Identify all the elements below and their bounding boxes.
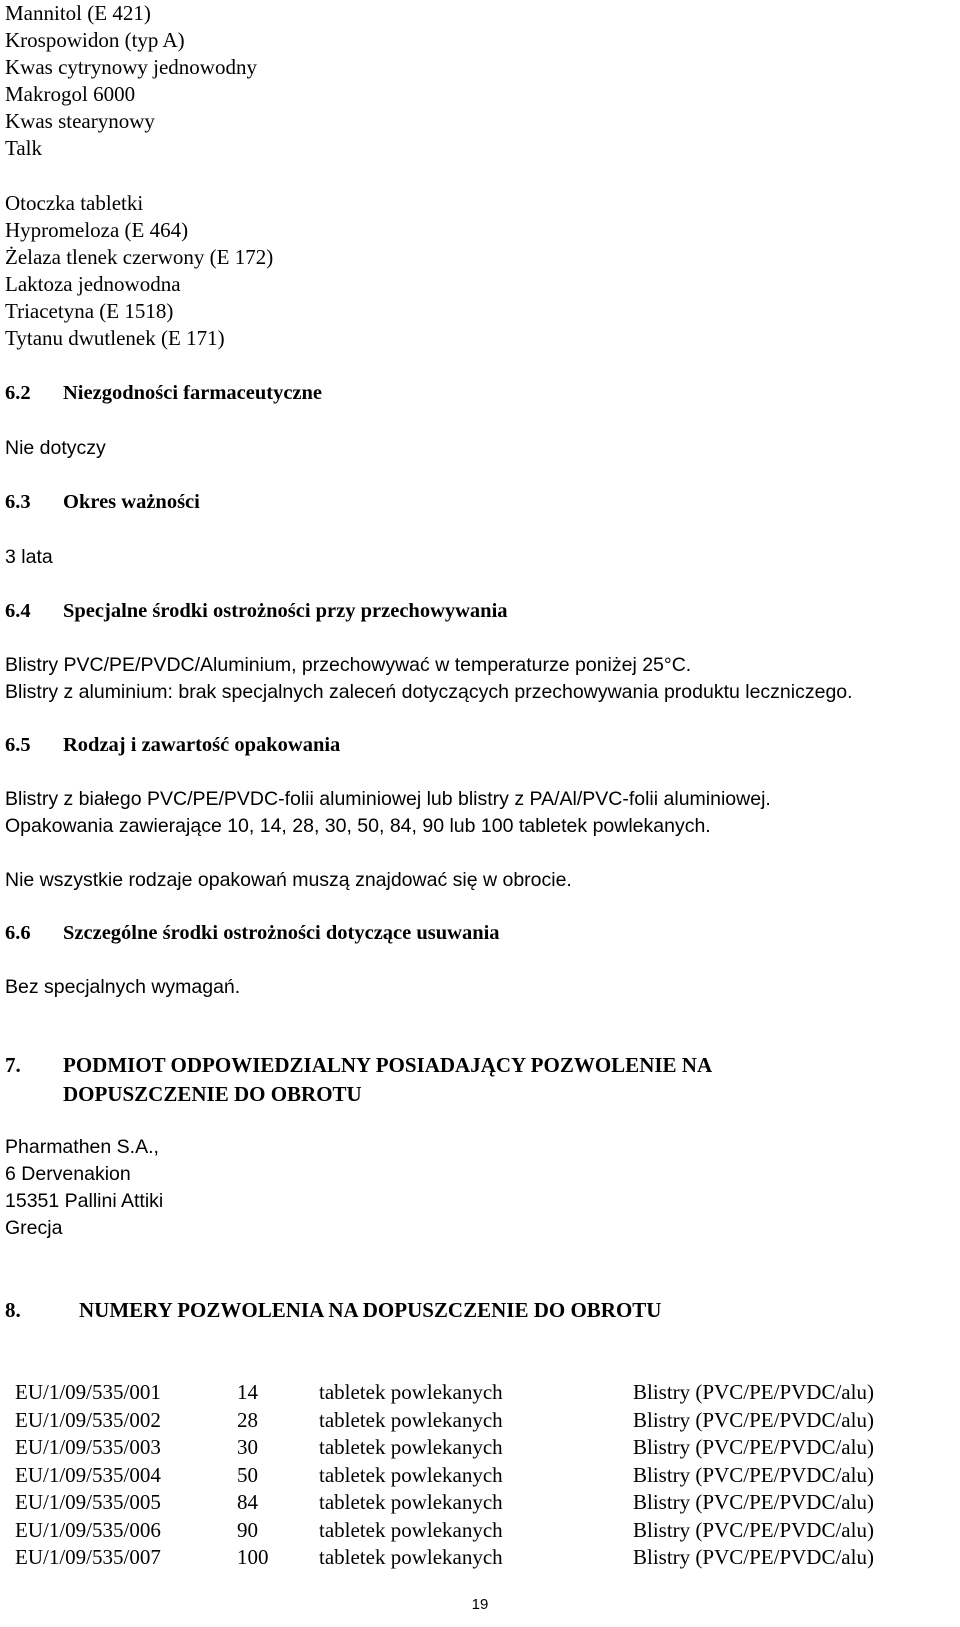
- section-title: NUMERY POZWOLENIA NA DOPUSZCZENIE DO OBROTU: [79, 1298, 662, 1322]
- section-text: 3 lata: [5, 546, 53, 568]
- pack-count: 50: [237, 1462, 258, 1487]
- coating-line: Tytanu dwutlenek (E 171): [5, 326, 225, 350]
- section-number: 6.2: [5, 382, 31, 404]
- coating-line: Żelaza tlenek czerwony (E 172): [5, 245, 274, 269]
- section-text: Blistry z białego PVC/PE/PVDC-folii aluminiowej lub blistry z PA/Al/PVC-folii aluminiowej.: [5, 788, 771, 810]
- section-heading-6-2: [5, 380, 322, 407]
- auth-number: EU/1/09/535/006: [15, 1517, 161, 1542]
- auth-number: EU/1/09/535/003: [15, 1435, 161, 1459]
- section-number: 8.: [5, 1298, 21, 1322]
- table-row: [15, 1517, 874, 1545]
- pack-form: tabletek powlekanych: [319, 1462, 503, 1487]
- section-text: Opakowania zawierające 10, 14, 28, 30, 50, 84, 90 lub 100 tabletek powlekanych.: [5, 815, 711, 837]
- section-heading-7: [5, 1051, 865, 1111]
- section-number: 6.6: [5, 922, 31, 944]
- excipient-line: Kwas stearynowy: [5, 109, 155, 133]
- section-title: Niezgodności farmaceutyczne: [63, 382, 323, 404]
- auth-number: EU/1/09/535/007: [15, 1545, 161, 1569]
- section-number: 7.: [5, 1053, 21, 1077]
- pack-form: tabletek powlekanych: [319, 1517, 503, 1542]
- table-row: [15, 1379, 874, 1407]
- pack-type: Blistry (PVC/PE/PVDC/alu): [633, 1380, 874, 1404]
- address-line: 15351 Pallini Attiki: [5, 1190, 164, 1212]
- pack-count: 30: [237, 1435, 258, 1459]
- table-row: [15, 1544, 874, 1572]
- pack-count: 28: [237, 1407, 258, 1432]
- section-number: 6.4: [5, 600, 31, 622]
- section-heading-6-6: [5, 920, 500, 947]
- pack-count: 90: [237, 1517, 258, 1542]
- pack-form: tabletek powlekanych: [319, 1435, 503, 1459]
- section-title: Specjalne środki ostrożności przy przechowywania: [63, 600, 508, 622]
- section-heading-8: [5, 1296, 661, 1325]
- section-text: Bez specjalnych wymagań.: [5, 976, 241, 998]
- table-row: [15, 1434, 874, 1462]
- excipient-line: Kwas cytrynowy jednowodny: [5, 55, 257, 79]
- auth-number: EU/1/09/535/002: [15, 1407, 161, 1432]
- address-line: Grecja: [5, 1217, 63, 1239]
- section-heading-6-5: [5, 732, 340, 759]
- coating-line: Laktoza jednowodna: [5, 272, 181, 296]
- section-title: Szczególne środki ostrożności dotyczące usuwania: [63, 922, 500, 944]
- excipient-line: Talk: [5, 136, 43, 160]
- pack-count: 84: [237, 1490, 258, 1514]
- pack-type: Blistry (PVC/PE/PVDC/alu): [633, 1407, 874, 1432]
- auth-number: EU/1/09/535/004: [15, 1462, 161, 1487]
- excipient-line: Krospowidon (typ A): [5, 28, 185, 52]
- excipient-line: Makrogol 6000: [5, 82, 136, 106]
- pack-type: Blistry (PVC/PE/PVDC/alu): [633, 1462, 874, 1487]
- page-number: 19: [471, 1596, 489, 1613]
- pack-form: tabletek powlekanych: [319, 1545, 503, 1569]
- authorisation-table: [15, 1379, 874, 1572]
- pack-form: tabletek powlekanych: [319, 1380, 503, 1404]
- pack-type: Blistry (PVC/PE/PVDC/alu): [633, 1545, 874, 1569]
- pack-count: 14: [237, 1380, 258, 1404]
- coating-line: Triacetyna (E 1518): [5, 299, 174, 323]
- pack-type: Blistry (PVC/PE/PVDC/alu): [633, 1490, 874, 1514]
- section-text: Nie wszystkie rodzaje opakowań muszą znajdować się w obrocie.: [5, 869, 572, 891]
- section-number: 6.5: [5, 734, 31, 756]
- pack-count: 100: [237, 1545, 269, 1569]
- address-line: 6 Dervenakion: [5, 1163, 131, 1185]
- section-title: Rodzaj i zawartość opakowania: [63, 734, 341, 756]
- auth-number: EU/1/09/535/001: [15, 1380, 161, 1404]
- section-text: Blistry PVC/PE/PVDC/Aluminium, przechowywać w temperaturze poniżej 25°C.: [5, 654, 692, 676]
- pack-type: Blistry (PVC/PE/PVDC/alu): [633, 1517, 874, 1542]
- table-row: [15, 1462, 874, 1490]
- section-heading-6-4: [5, 598, 508, 625]
- table-row: [15, 1489, 874, 1517]
- coating-title: Otoczka tabletki: [5, 191, 144, 215]
- address-line: Pharmathen S.A.,: [5, 1136, 159, 1158]
- section-title: Okres ważności: [63, 491, 200, 513]
- section-number: 6.3: [5, 491, 31, 513]
- section-text: Blistry z aluminium: brak specjalnych zaleceń dotyczących przechowywania produktu leczniczego.: [5, 681, 853, 703]
- pack-form: tabletek powlekanych: [319, 1407, 503, 1432]
- section-title: PODMIOT ODPOWIEDZIALNY POSIADAJĄCY POZWOLENIE NA DOPUSZCZENIE DO OBROTU: [63, 1053, 711, 1106]
- excipient-line: Mannitol (E 421): [5, 1, 151, 25]
- pack-type: Blistry (PVC/PE/PVDC/alu): [633, 1435, 874, 1459]
- section-text: Nie dotyczy: [5, 437, 106, 459]
- coating-line: Hypromeloza (E 464): [5, 218, 189, 242]
- auth-number: EU/1/09/535/005: [15, 1490, 161, 1514]
- section-heading-6-3: [5, 489, 200, 516]
- pack-form: tabletek powlekanych: [319, 1490, 503, 1514]
- table-row: [15, 1407, 874, 1435]
